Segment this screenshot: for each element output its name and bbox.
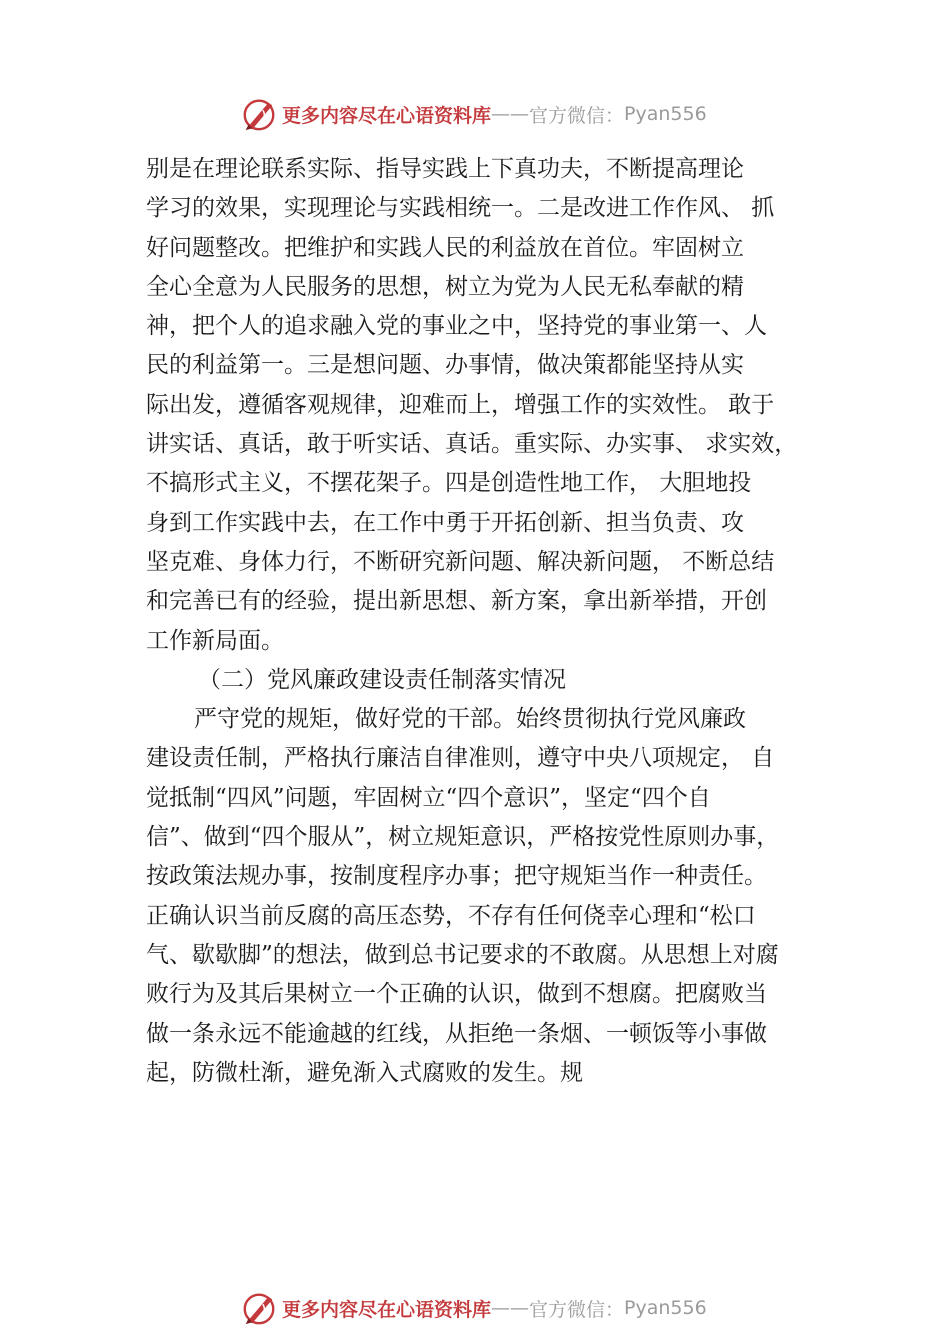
text-line: 不搞形式主义，不摆花架子。四是创造性地工作， 大胆地投 bbox=[146, 470, 752, 497]
text-line: 别是在理论联系实际、指导实践上下真功夫，不断提高理论 bbox=[146, 156, 744, 182]
pen-logo-icon bbox=[240, 1289, 278, 1327]
site-name-text: 更多内容尽在心语资料库 bbox=[282, 1298, 492, 1321]
contact-label: 官方微信： bbox=[529, 104, 625, 127]
text-line: 民的利益第一。三是想问题、办事情，做决策都能坚持从实 bbox=[146, 352, 744, 379]
text-line: 学习的效果，实现理论与实践相统一。二是改进工作作风、 抓 bbox=[146, 195, 775, 222]
text-line: 身到工作实践中去，在工作中勇于开拓创新、担当负责、攻 bbox=[146, 509, 744, 536]
contact-label: 官方微信： bbox=[529, 1298, 625, 1321]
contact-id: Pyan556 bbox=[624, 103, 707, 125]
banner-separator: —— bbox=[491, 103, 530, 125]
text-line: 际出发，遵循客观规律，迎难而上，增强工作的实效性。 敢于 bbox=[146, 391, 775, 418]
footer-watermark-banner bbox=[240, 1288, 707, 1328]
text-line: 讲实话、真话，敢于听实话、真话。重实际、办实事、 求实效， bbox=[146, 431, 798, 458]
text-line: 气、歇歇脚”的想法，做到总书记要求的不敢腐。从思想上对腐 bbox=[146, 941, 779, 968]
header-watermark-banner bbox=[240, 94, 707, 134]
text-line: 好问题整改。把维护和实践人民的利益放在首位。牢固树立 bbox=[146, 234, 744, 261]
text-line: 觉抵制“四风”问题，牢固树立“四个意识”，坚定“四个自 bbox=[146, 784, 711, 811]
text-line: 按政策法规办事，按制度程序办事；把守规矩当作一种责任。 bbox=[146, 863, 767, 890]
text-line: 和完善已有的经验，提出新思想、新方案，拿出新举措，开创 bbox=[146, 588, 767, 615]
banner-separator: —— bbox=[491, 1297, 530, 1319]
site-name-text: 更多内容尽在心语资料库 bbox=[282, 104, 492, 127]
text-line: 做一条永远不能逾越的红线，从拒绝一条烟、一顿饭等小事做 bbox=[146, 1020, 767, 1047]
contact-id: Pyan556 bbox=[624, 1297, 707, 1319]
text-line: 建设责任制，严格执行廉洁自律准则，遵守中央八项规定， 自 bbox=[146, 745, 775, 772]
document-body bbox=[146, 150, 836, 1093]
text-line: 神，把个人的追求融入党的事业之中，坚持党的事业第一、人 bbox=[146, 313, 767, 340]
text-line: 败行为及其后果树立一个正确的认识，做到不想腐。把腐败当 bbox=[146, 981, 767, 1008]
section-heading: （二）党风廉政建设责任制落实情况 bbox=[198, 666, 566, 693]
pen-logo-icon bbox=[240, 95, 278, 133]
text-line: 起，防微杜渐，避免渐入式腐败的发生。规 bbox=[146, 1059, 583, 1086]
paragraph-first-line: 严守党的规矩，做好党的干部。始终贯彻执行党风廉政 bbox=[194, 706, 746, 733]
text-line: 坚克难、身体力行，不断研究新问题、解决新问题， 不断总结 bbox=[146, 548, 775, 575]
text-line: 工作新局面。 bbox=[146, 627, 284, 654]
text-line: 全心全意为人民服务的思想，树立为党为人民无私奉献的精 bbox=[146, 273, 744, 300]
text-line: 正确认识当前反腐的高压态势，不存有任何侥幸心理和“松口 bbox=[146, 902, 756, 929]
text-line: 信”、做到“四个服从”，树立规矩意识，严格按党性原则办事， bbox=[146, 824, 780, 851]
